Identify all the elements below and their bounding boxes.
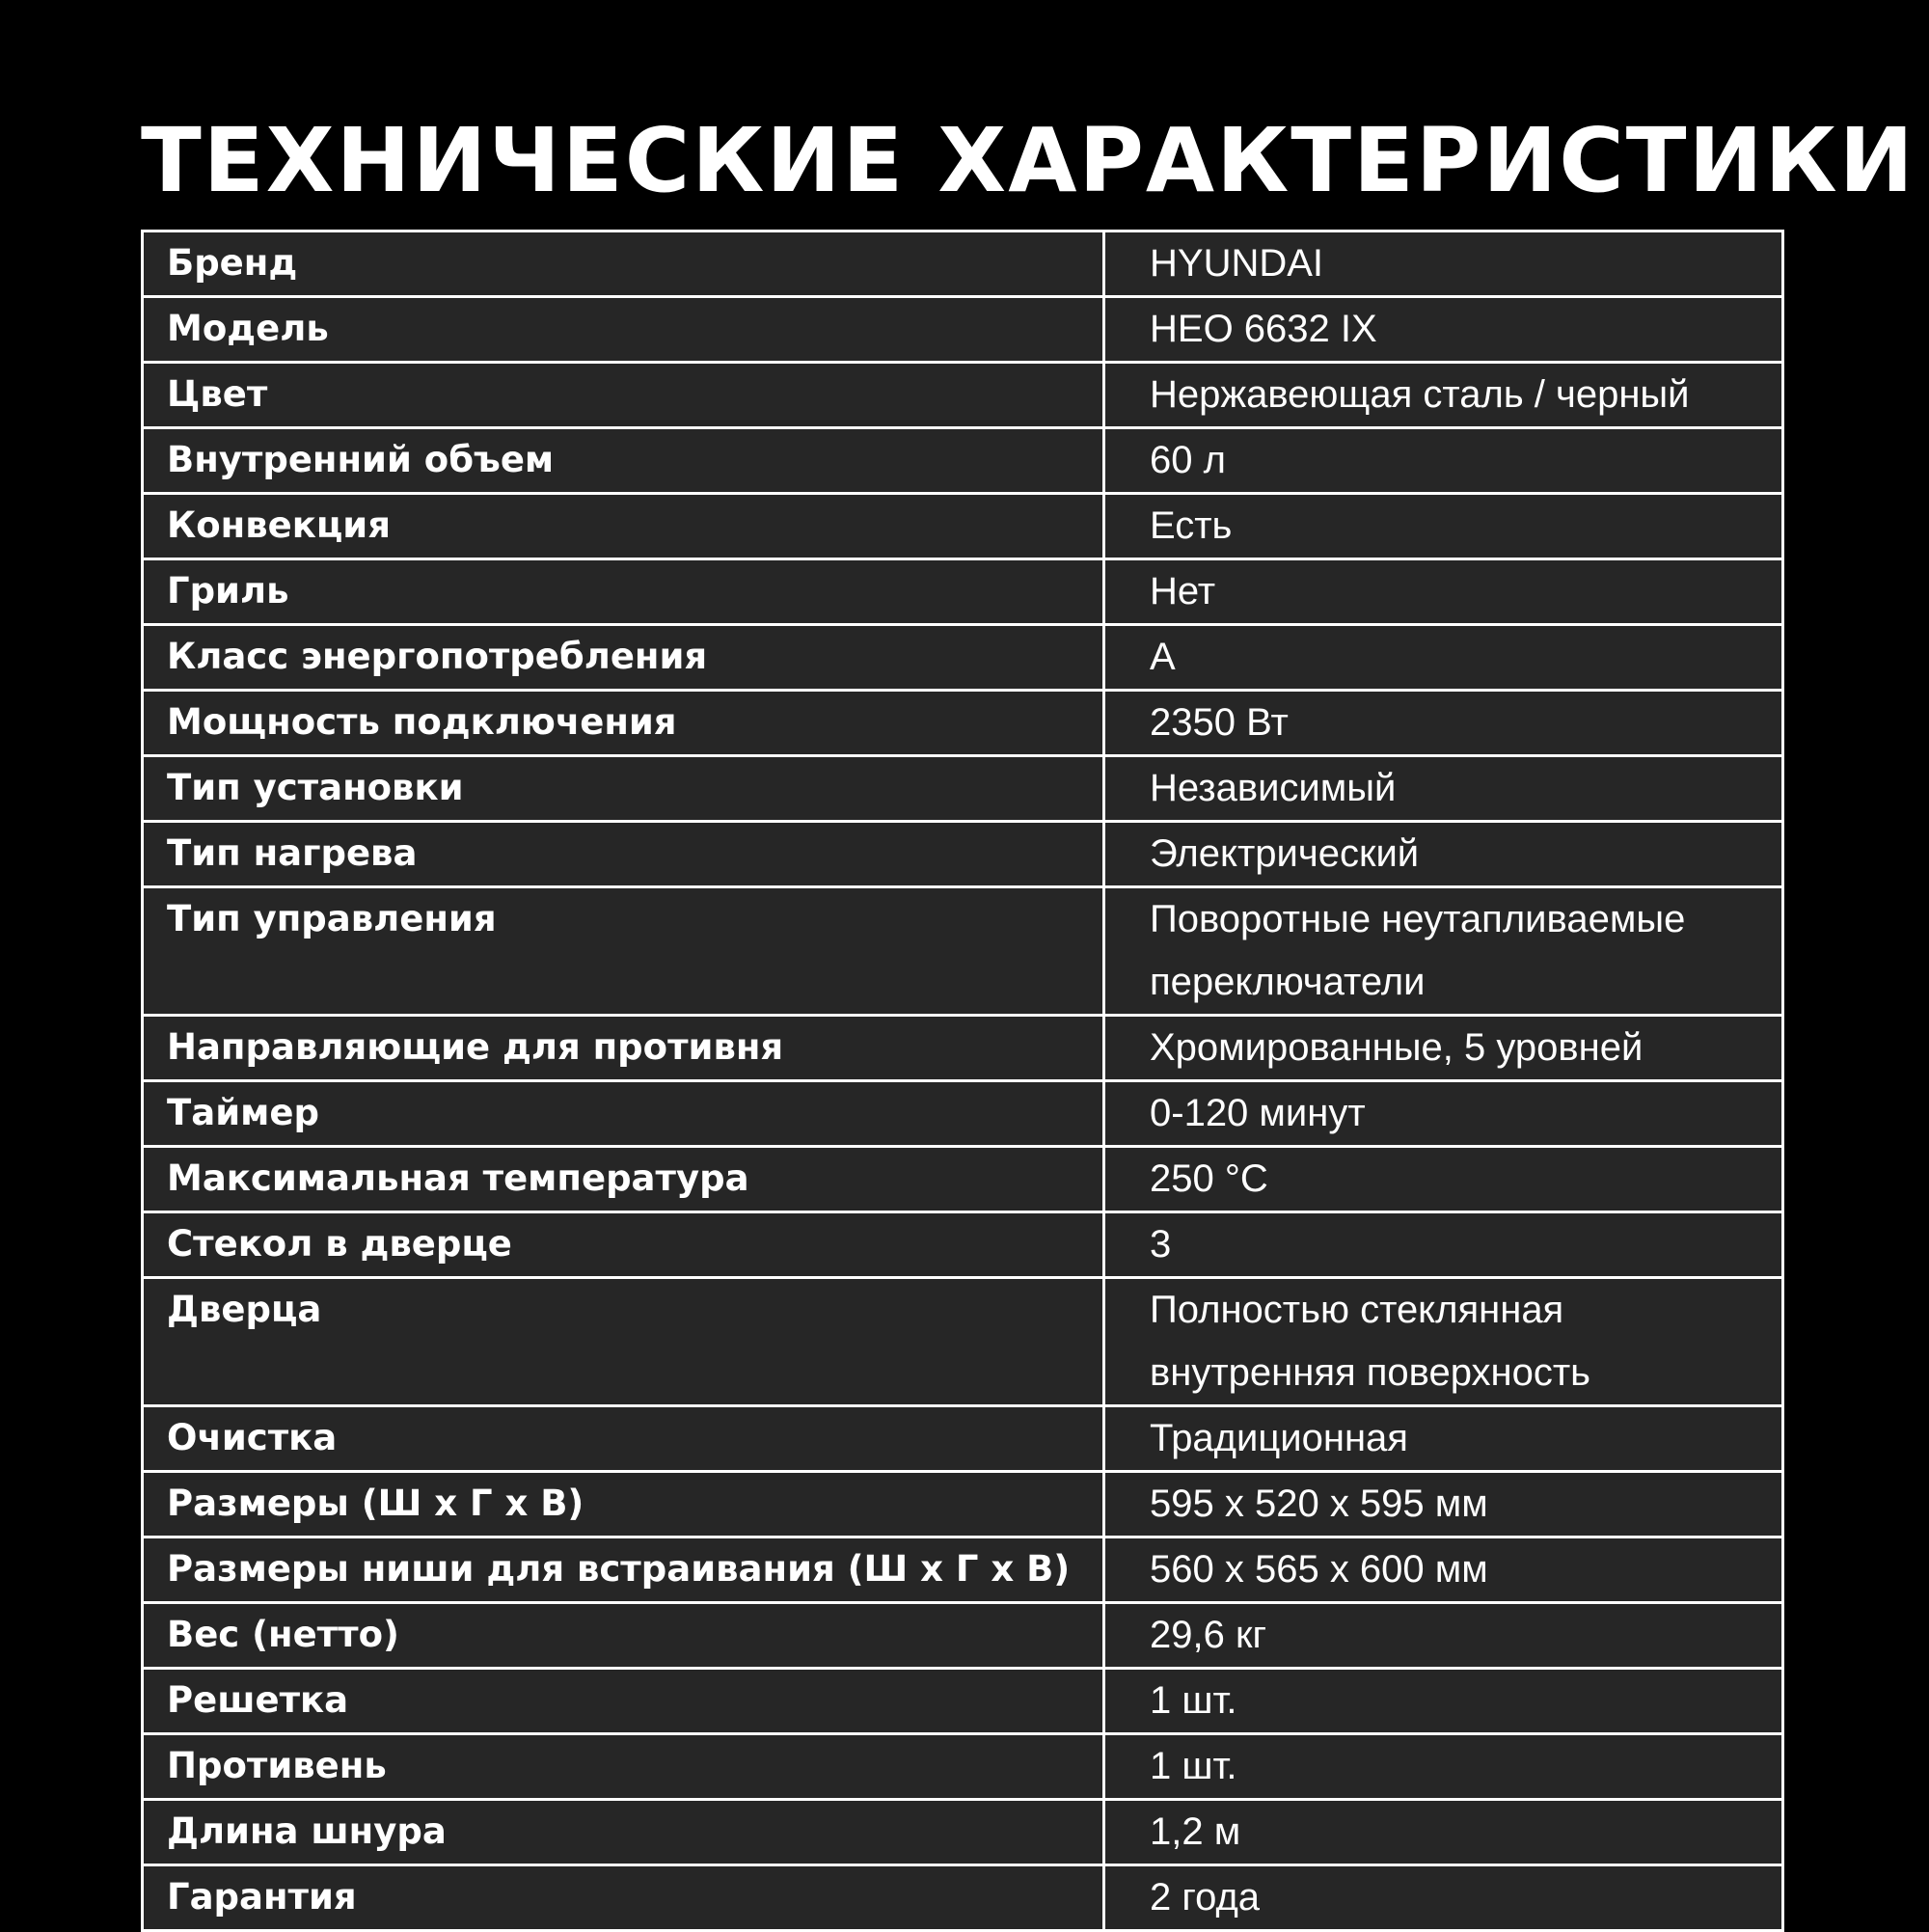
spec-value-line: 0-120 минут (1150, 1092, 1366, 1134)
spec-value-line: переключатели (1150, 961, 1426, 1003)
spec-value (1104, 691, 1783, 756)
spec-value (1104, 1147, 1783, 1212)
table-row (143, 1603, 1783, 1669)
spec-label: Тип установки (143, 756, 1104, 822)
spec-value-line: внутренняя поверхность (1150, 1351, 1591, 1394)
spec-value (1104, 1472, 1783, 1537)
spec-label: Внутренний объем (143, 428, 1104, 494)
spec-value (1104, 1603, 1783, 1669)
table-row (143, 231, 1783, 297)
spec-label: Класс энергопотребления (143, 625, 1104, 691)
spec-value-line: Хромированные, 5 уровней (1150, 1026, 1644, 1069)
spec-label: Размеры ниши для встраивания (Ш х Г х В) (143, 1537, 1104, 1603)
table-row (143, 428, 1783, 494)
spec-value-line: 2350 Вт (1150, 701, 1289, 744)
spec-value (1104, 887, 1783, 1016)
spec-value (1104, 1406, 1783, 1472)
table-row (143, 1865, 1783, 1931)
spec-value (1104, 494, 1783, 559)
table-row (143, 887, 1783, 1016)
spec-value-line: HEO 6632 IX (1150, 308, 1377, 350)
spec-value-line: 60 л (1150, 439, 1226, 481)
table-row (143, 1472, 1783, 1537)
spec-label: Стекол в дверце (143, 1212, 1104, 1278)
spec-value (1104, 1800, 1783, 1865)
table-row (143, 297, 1783, 363)
spec-value (1104, 428, 1783, 494)
spec-label: Бренд (143, 231, 1104, 297)
table-row (143, 1278, 1783, 1406)
spec-value-line: Независимый (1150, 767, 1397, 809)
spec-value-line: 29,6 кг (1150, 1614, 1267, 1656)
spec-value (1104, 1669, 1783, 1734)
spec-label: Длина шнура (143, 1800, 1104, 1865)
table-row (143, 1016, 1783, 1081)
spec-value-line: A (1150, 636, 1176, 678)
table-row (143, 1669, 1783, 1734)
spec-label: Модель (143, 297, 1104, 363)
spec-label: Гарантия (143, 1865, 1104, 1931)
table-row (143, 1734, 1783, 1800)
spec-label: Максимальная температура (143, 1147, 1104, 1212)
spec-value (1104, 1278, 1783, 1406)
table-row (143, 691, 1783, 756)
spec-label: Гриль (143, 559, 1104, 625)
spec-value (1104, 231, 1783, 297)
spec-value-line: 250 °C (1150, 1157, 1268, 1200)
spec-label: Мощность подключения (143, 691, 1104, 756)
spec-value (1104, 1212, 1783, 1278)
table-row (143, 1406, 1783, 1472)
spec-value (1104, 625, 1783, 691)
spec-value (1104, 1734, 1783, 1800)
spec-value-line: 595 х 520 х 595 мм (1150, 1483, 1488, 1525)
table-row (143, 1800, 1783, 1865)
spec-label: Вес (нетто) (143, 1603, 1104, 1669)
spec-label: Противень (143, 1734, 1104, 1800)
spec-value (1104, 822, 1783, 887)
spec-label: Таймер (143, 1081, 1104, 1147)
spec-value (1104, 1016, 1783, 1081)
spec-value-line: Есть (1150, 504, 1233, 547)
spec-value-line: Поворотные неутапливаемые (1150, 898, 1686, 940)
spec-value-line: 1 шт. (1150, 1745, 1237, 1787)
spec-table-body (143, 231, 1783, 1931)
spec-table (141, 230, 1784, 1932)
table-row (143, 822, 1783, 887)
spec-label: Дверца (143, 1278, 1104, 1406)
spec-label: Тип нагрева (143, 822, 1104, 887)
table-row (143, 625, 1783, 691)
table-row (143, 1212, 1783, 1278)
spec-value-line: HYUNDAI (1150, 242, 1324, 285)
spec-label: Решетка (143, 1669, 1104, 1734)
spec-label: Очистка (143, 1406, 1104, 1472)
spec-value-line: Традиционная (1150, 1417, 1408, 1459)
spec-value (1104, 1537, 1783, 1603)
table-row (143, 559, 1783, 625)
spec-label: Размеры (Ш х Г х В) (143, 1472, 1104, 1537)
table-row (143, 1537, 1783, 1603)
spec-value-line: Нет (1150, 570, 1216, 612)
spec-value (1104, 363, 1783, 428)
spec-label: Направляющие для противня (143, 1016, 1104, 1081)
spec-value (1104, 1865, 1783, 1931)
page-title: ТЕХНИЧЕСКИЕ ХАРАКТЕРИСТИКИ (141, 109, 1915, 212)
spec-value (1104, 756, 1783, 822)
spec-value-line: Электрический (1150, 832, 1420, 875)
table-row (143, 756, 1783, 822)
spec-value (1104, 559, 1783, 625)
spec-value-line: Нержавеющая сталь / черный (1150, 373, 1690, 416)
spec-value-line: 1,2 м (1150, 1810, 1241, 1853)
spec-value (1104, 1081, 1783, 1147)
spec-label: Цвет (143, 363, 1104, 428)
spec-label: Конвекция (143, 494, 1104, 559)
table-row (143, 494, 1783, 559)
spec-value-line: 560 х 565 х 600 мм (1150, 1548, 1488, 1591)
spec-value-line: 3 (1150, 1223, 1172, 1265)
spec-value-line: Полностью стеклянная (1150, 1289, 1564, 1331)
spec-label: Тип управления (143, 887, 1104, 1016)
spec-value-line: 2 года (1150, 1876, 1261, 1918)
table-row (143, 1147, 1783, 1212)
table-row (143, 363, 1783, 428)
spec-value-line: 1 шт. (1150, 1679, 1237, 1722)
table-row (143, 1081, 1783, 1147)
spec-value (1104, 297, 1783, 363)
